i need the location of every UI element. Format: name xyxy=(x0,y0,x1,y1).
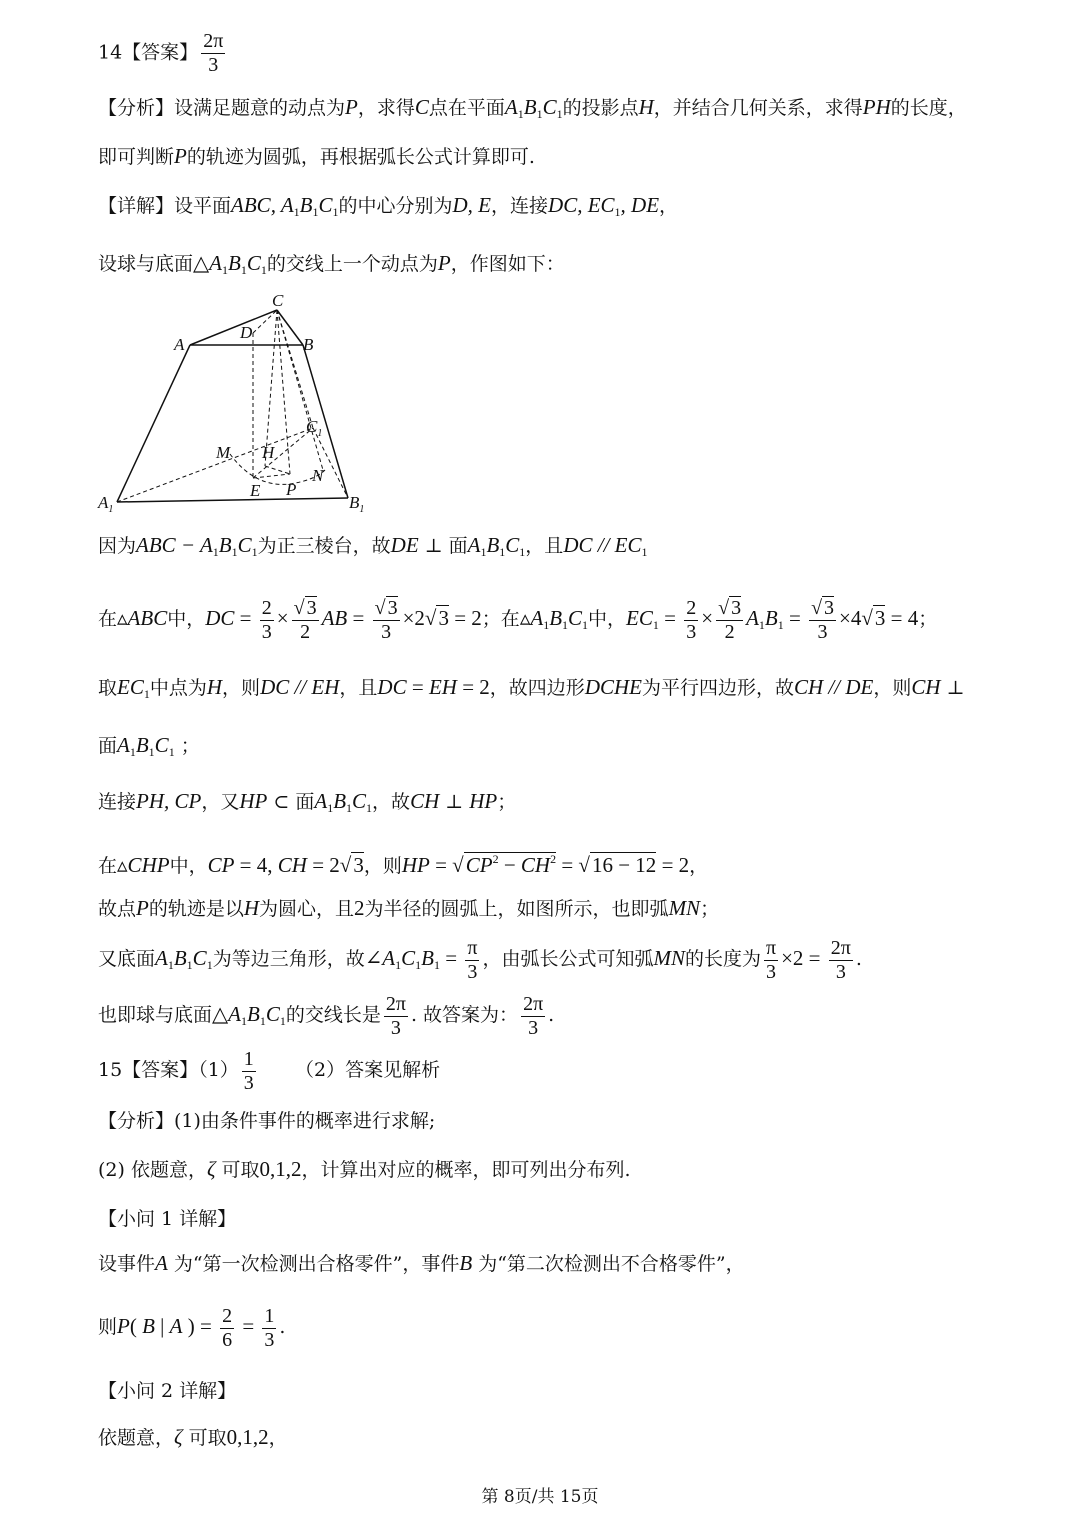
label-C: C xyxy=(272,291,284,310)
edge-AC xyxy=(190,310,277,345)
q15-last-line: 依题意，ζ 可取0,1,2， xyxy=(98,1425,288,1449)
page-footer: 第 8页/共 15页 xyxy=(481,1487,599,1507)
q14-ball-line: 设球与底面$\triangle A_1B_1C_1$的交线上一个动点为P，作图如下： xyxy=(98,251,565,277)
q14-answer-label: 14【答案】 xyxy=(98,41,199,64)
q14-detail-line: 【详解】设平面ABC, $A_1B_1C_1$的中心分别为D, E，连接DC, $EC_1$, DE， xyxy=(98,193,679,219)
q14-final-line: 也即球与底面$\triangle A_1B_1C_1$的交线长是 $\frac{2\pi}{3}$ . 故答案为： $\frac{2\pi}{3}$ . xyxy=(98,992,555,1039)
q15-answer-line: 15【答案】（1） $\frac{1}{3}$ （2）答案见解析 xyxy=(98,1047,441,1094)
arc-MN xyxy=(230,454,325,484)
label-B: B xyxy=(303,335,314,354)
q14-answer-line: 14【答案】 $\frac{2\pi}{3}$ xyxy=(98,30,224,76)
q15-sub2-tag: 【小问 2 详解】 xyxy=(98,1380,237,1402)
q14-take-line: 取$EC_1$中点为H，则DC // EH，且DC = EH = 2，故四边形DCHE为平行四边形，故CH // DE，则CH ⊥ xyxy=(98,675,965,701)
label-E: E xyxy=(250,481,261,500)
edge-CB xyxy=(277,310,303,345)
label-C1: $C_1$ xyxy=(306,417,323,439)
edge-A1B1 xyxy=(117,498,348,502)
q14-locus-line: 故点P的轨迹是以H为圆心，且2为半径的圆弧上，如图所示，也即弧MN； xyxy=(98,896,720,920)
label-N: N xyxy=(312,466,324,485)
q15-analysis2: (2) 依题意，ζ 可取0,1,2，计算出对应的概率，即可列出分布列. xyxy=(98,1157,631,1181)
q15-prob-line: 则P( B | A ) = $\frac{2}{6}$ = $\frac{1}{3}$ . xyxy=(98,1304,286,1351)
q14-connect-line: 连接PH, CP，又HP ⊂ 面$A_1B_1C_1$，故CH ⊥ HP； xyxy=(98,789,517,815)
label-P: P xyxy=(286,480,297,499)
label-A1: $A_1$ xyxy=(98,493,114,515)
q14-because-line: 因为ABC − $A_1B_1C_1$为正三棱台，故DE ⊥ 面$A_1B_1C_1$，且DC // $EC_1$ xyxy=(98,533,648,559)
q14-analysis-line2: 即可判断P的轨迹为圆弧，再根据弧长公式计算即可. xyxy=(98,144,535,168)
q14-face-line: 面$A_1B_1C_1$ ； xyxy=(98,733,200,759)
label-B1: $B_1$ xyxy=(349,493,365,515)
q15-sub1-tag: 【小问 1 详解】 xyxy=(98,1208,237,1230)
q14-bottom-line: 又底面$A_1B_1C_1$为等边三角形，故$\angle A_1C_1B_1$ = $\frac{\pi}{3}$ ，由弧长公式可知弧MN的长度为 $\frac{\pi}{3}$ ×2 = $\frac{2\pi}{3}$ . xyxy=(98,936,862,983)
q15-event-line: 设事件A 为“第一次检测出合格零件”，事件B 为“第二次检测出不合格零件”， xyxy=(98,1251,745,1275)
label-D: D xyxy=(240,323,253,342)
label-A: A xyxy=(174,335,185,354)
frustum-figure xyxy=(90,288,390,528)
label-H: H xyxy=(262,443,275,462)
q14-in-abc-line: 在▵ABC中，DC = $\frac{2}{3}$ × $\frac{√ 3}{2}$ AB = $\frac{√ 3}{3}$ ×2√3 = 2；在$▵A_1B_1C_1$中，$EC_1$ = $\frac{2}{3}$ × $\frac{√ 3}{2}$ $A_1B_1$ = $\frac{√ 3}{3}$ ×4√3 = 4； xyxy=(98,596,938,643)
q14-chp-line: 在▵CHP中，CP = 4, CH = 2√3，则HP = $√CP^2 - CH^2 = √16 - 12 = 2$， xyxy=(98,852,709,877)
label-M: M xyxy=(216,443,231,462)
q14-analysis-line1: 【分析】设满足题意的动点为P，求得C点在平面$A_1B_1C_1$的投影点H，并结合几何关系，求得PH的长度， xyxy=(98,95,967,121)
q15-analysis1: 【分析】(1)由条件事件的概率进行求解; xyxy=(98,1110,436,1132)
